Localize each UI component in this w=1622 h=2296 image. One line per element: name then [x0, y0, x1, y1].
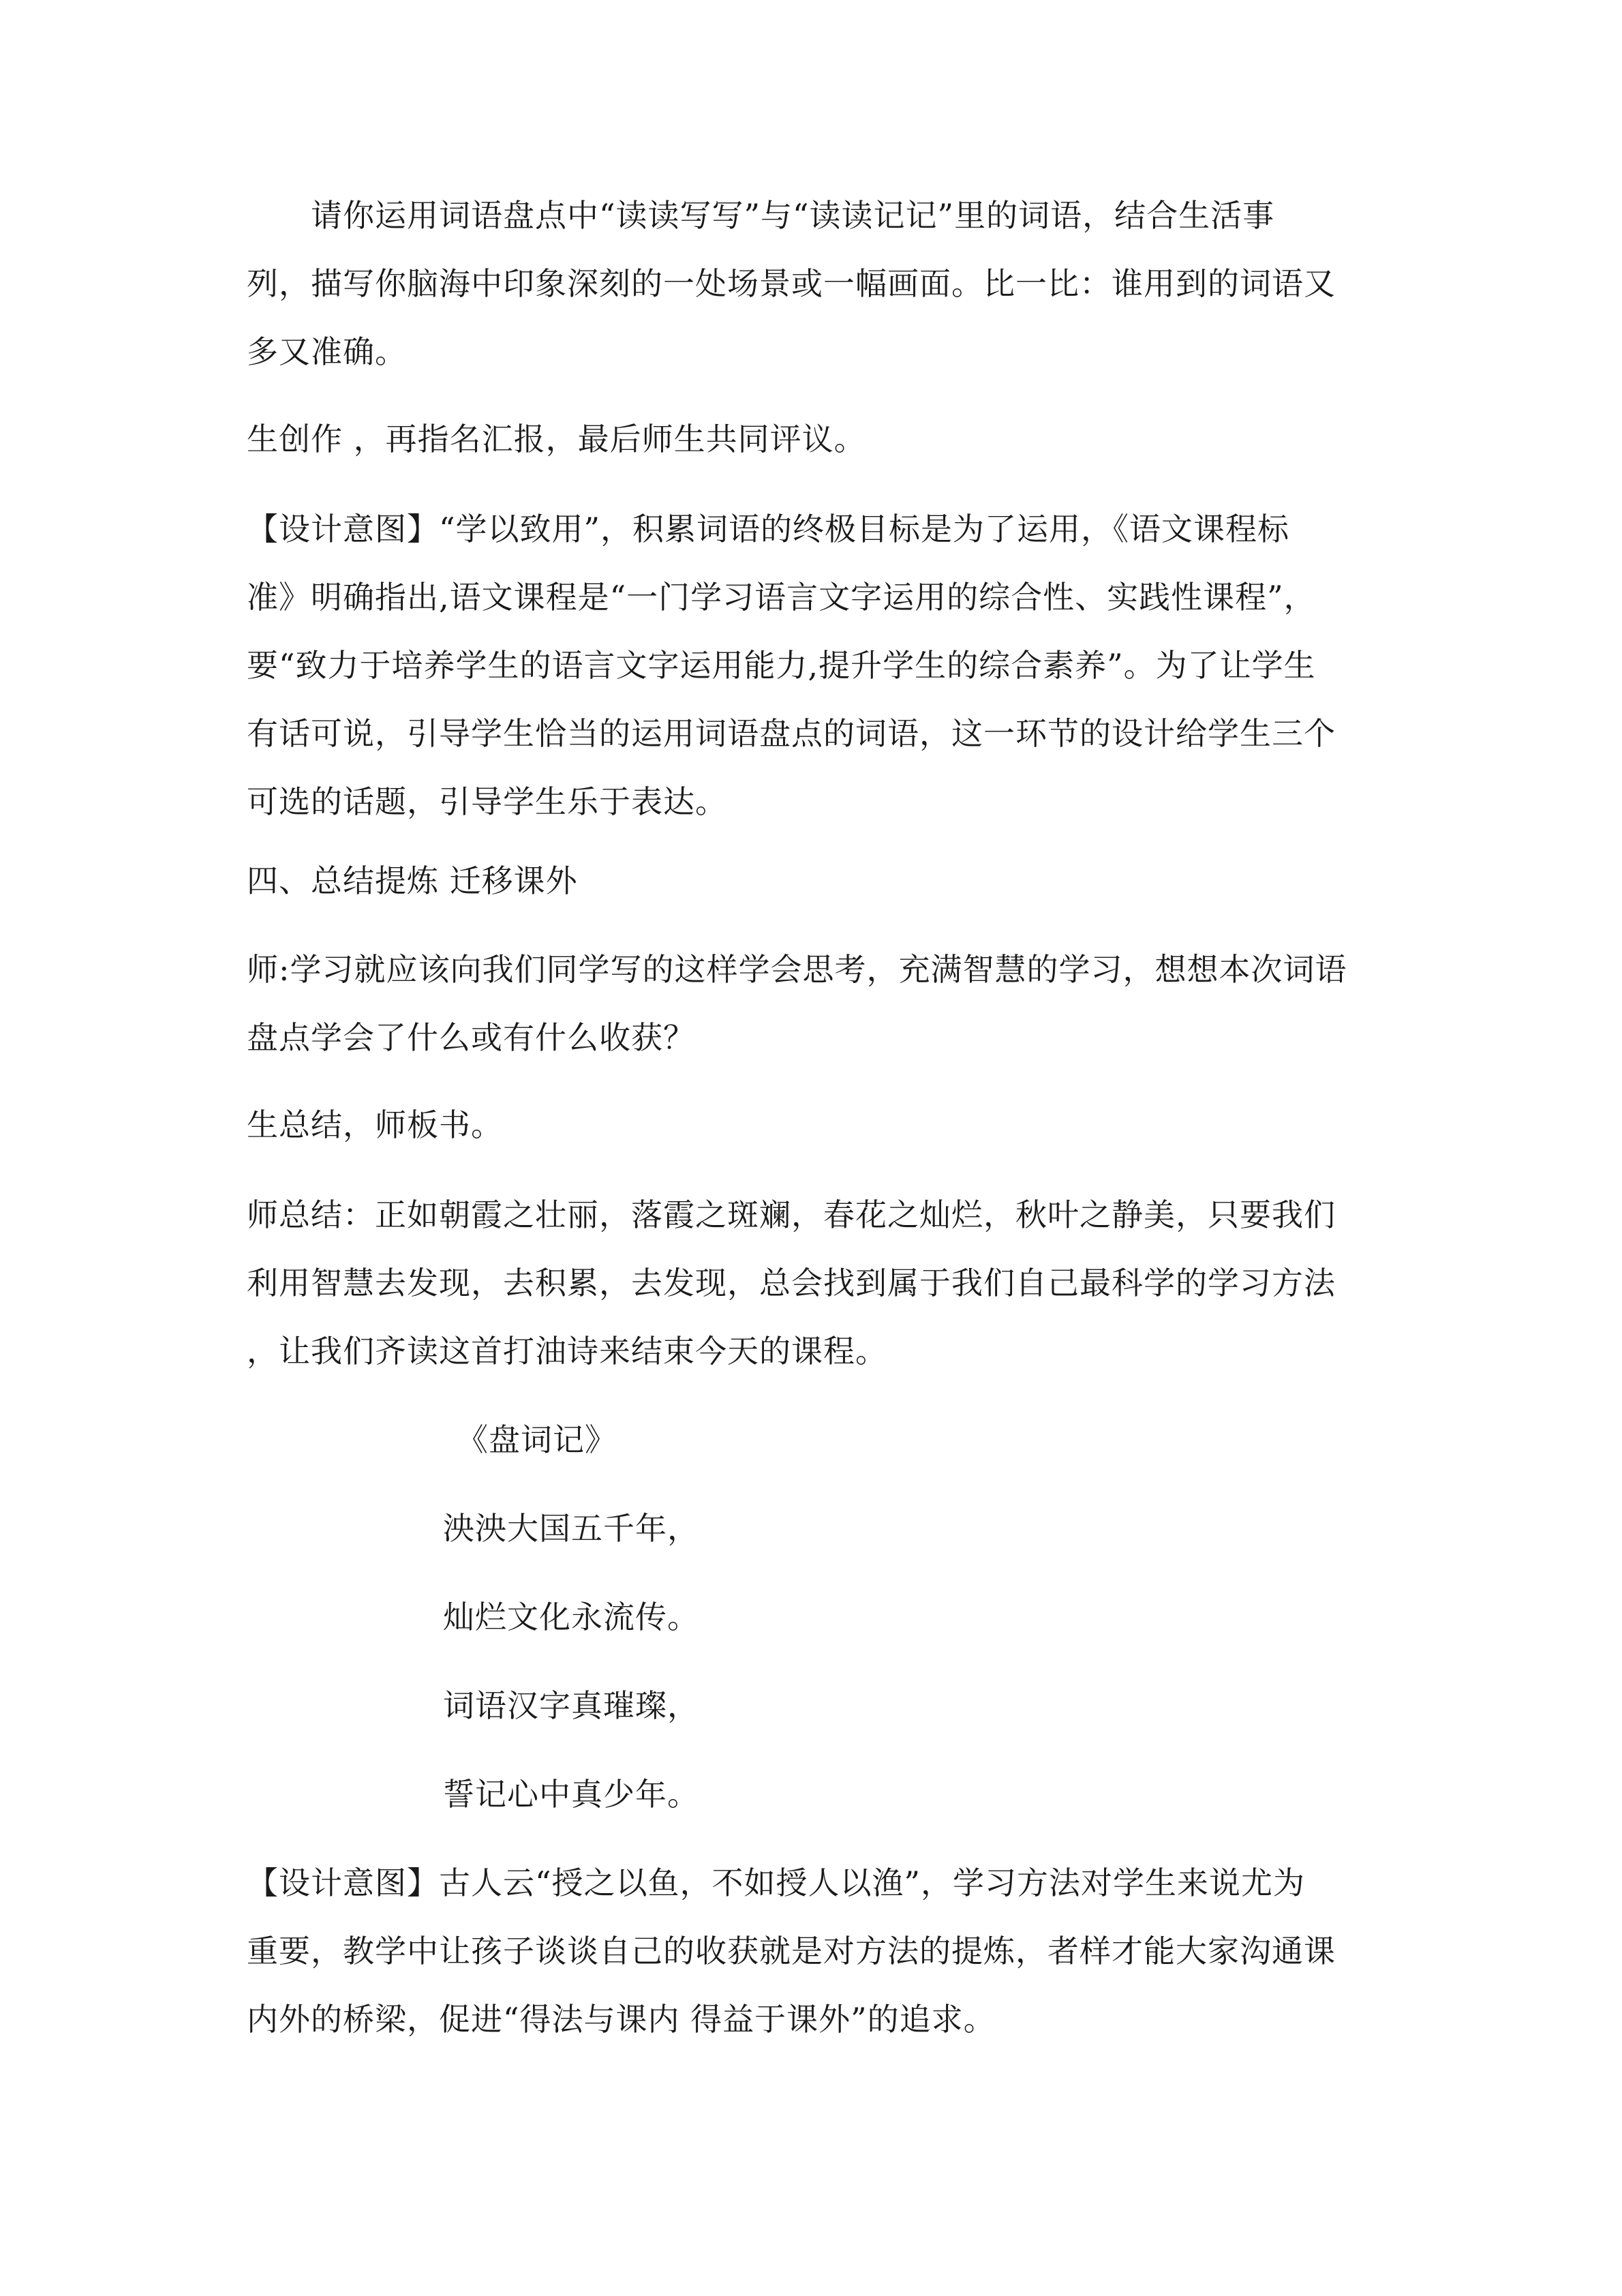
paragraph-4-line-1: 师:学习就应该向我们同学写的这样学会思考，充满智慧的学习，想想本次词语 — [247, 951, 1347, 988]
poem-line-3: 词语汉字真璀璨， — [443, 1687, 699, 1724]
paragraph-2: 生创作 ，再指名汇报，最后师生共同评议。 — [247, 421, 866, 457]
design-intent-1-line-2: 准》明确指出,语文课程是“一门学习语言文字运用的综合性、实践性课程”， — [247, 579, 1316, 616]
poem-line-1: 泱泱大国五千年， — [443, 1510, 699, 1547]
design-intent-2-line-1: 【设计意图】古人云“授之以鱼，不如授人以渔”，学习方法对学生来说尤为 — [247, 1864, 1306, 1901]
paragraph-1-line-3: 多又准确。 — [247, 333, 407, 370]
teacher-summary-line-3: ，让我们齐读这首打油诗来结束今天的课程。 — [247, 1333, 887, 1370]
paragraph-1-line-2: 列，描写你脑海中印象深刻的一处场景或一幅画面。比一比：谁用到的词语又 — [247, 265, 1336, 302]
poem-line-4: 誓记心中真少年。 — [443, 1776, 699, 1813]
design-intent-2-line-2: 重要，教学中让孩子谈谈自己的收获就是对方法的提炼，者样才能大家沟通课 — [247, 1933, 1336, 1969]
teacher-summary-line-1: 师总结：正如朝霞之壮丽，落霞之斑斓，春花之灿烂，秋叶之静美，只要我们 — [247, 1196, 1336, 1233]
design-intent-1-line-4: 有话可说，引导学生恰当的运用词语盘点的词语，这一环节的设计给学生三个 — [247, 715, 1336, 752]
poem-title: 《盘词记》 — [457, 1421, 617, 1458]
design-intent-1-line-5: 可选的话题，引导学生乐于表达。 — [247, 783, 727, 820]
paragraph-5: 生总结，师板书。 — [247, 1106, 503, 1143]
paragraph-4-line-2: 盘点学会了什么或有什么收获？ — [247, 1019, 695, 1056]
design-intent-1-line-3: 要“致力于培养学生的语言文字运用能力,提升学生的综合素养”。为了让学生 — [247, 647, 1316, 684]
poem-line-2: 灿烂文化永流传。 — [443, 1599, 699, 1635]
design-intent-2-line-3: 内外的桥梁，促进“得法与课内 得益于课外”的追求。 — [247, 2001, 996, 2038]
teacher-summary-line-2: 利用智慧去发现，去积累，去发现，总会找到属于我们自己最科学的学习方法 — [247, 1265, 1336, 1301]
design-intent-1-line-1: 【设计意图】“学以致用”，积累词语的终极目标是为了运用，《语文课程标 — [247, 511, 1290, 547]
section-4-heading: 四、总结提炼 迁移课外 — [247, 862, 578, 899]
paragraph-1-line-1: 请你运用词语盘点中“读读写写”与“读读记记”里的词语，结合生活事 — [311, 197, 1275, 234]
